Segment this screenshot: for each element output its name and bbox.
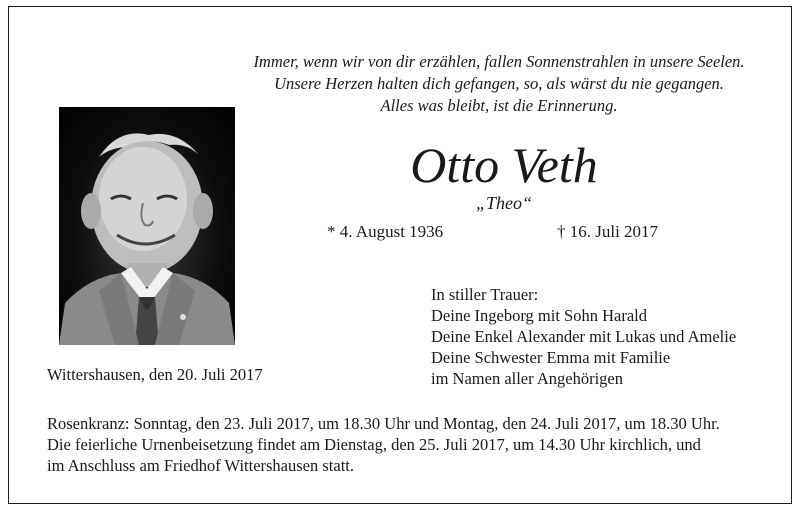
deceased-nickname: „Theo“ [475,193,533,213]
deceased-name: Otto Veth [410,137,598,193]
mourner-line: Deine Schwester Emma mit Familie [431,348,671,367]
service-info [47,413,781,476]
service-line: im Anschluss am Friedhof Wittershausen statt. [47,456,354,475]
poem-line: Alles was bleibt, ist die Erinnerung. [380,96,618,115]
poem [219,51,779,117]
birth-date: * 4. August 1936 [327,222,444,241]
death-date: † 16. Juli 2017 [557,222,659,241]
portrait-illustration [59,107,235,345]
service-line: Rosenkranz: Sonntag, den 23. Juli 2017, um 18.30 Uhr und Montag, den 24. Juli 2017, um 18.30 Uhr. [47,414,720,433]
poem-line: Immer, wenn wir von dir erzählen, fallen Sonnenstrahlen in unsere Seelen. [253,52,745,71]
poem-line: Unsere Herzen halten dich gefangen, so, als wärst du nie gegangen. [274,74,724,93]
mourner-line: Deine Ingeborg mit Sohn Harald [431,306,647,325]
obituary-card [8,6,792,504]
mourners-list [431,305,736,389]
portrait-photo [59,107,235,345]
place-date: Wittershausen, den 20. Juli 2017 [47,365,263,384]
service-line: Die feierliche Urnenbeisetzung findet am Dienstag, den 25. Juli 2017, um 14.30 Uhr kirchlich, und [47,435,701,454]
mourner-line: Deine Enkel Alexander mit Lukas und Amelie [431,327,737,346]
mourning-heading: In stiller Trauer: [431,285,539,304]
mourner-line: im Namen aller Angehörigen [431,369,623,388]
